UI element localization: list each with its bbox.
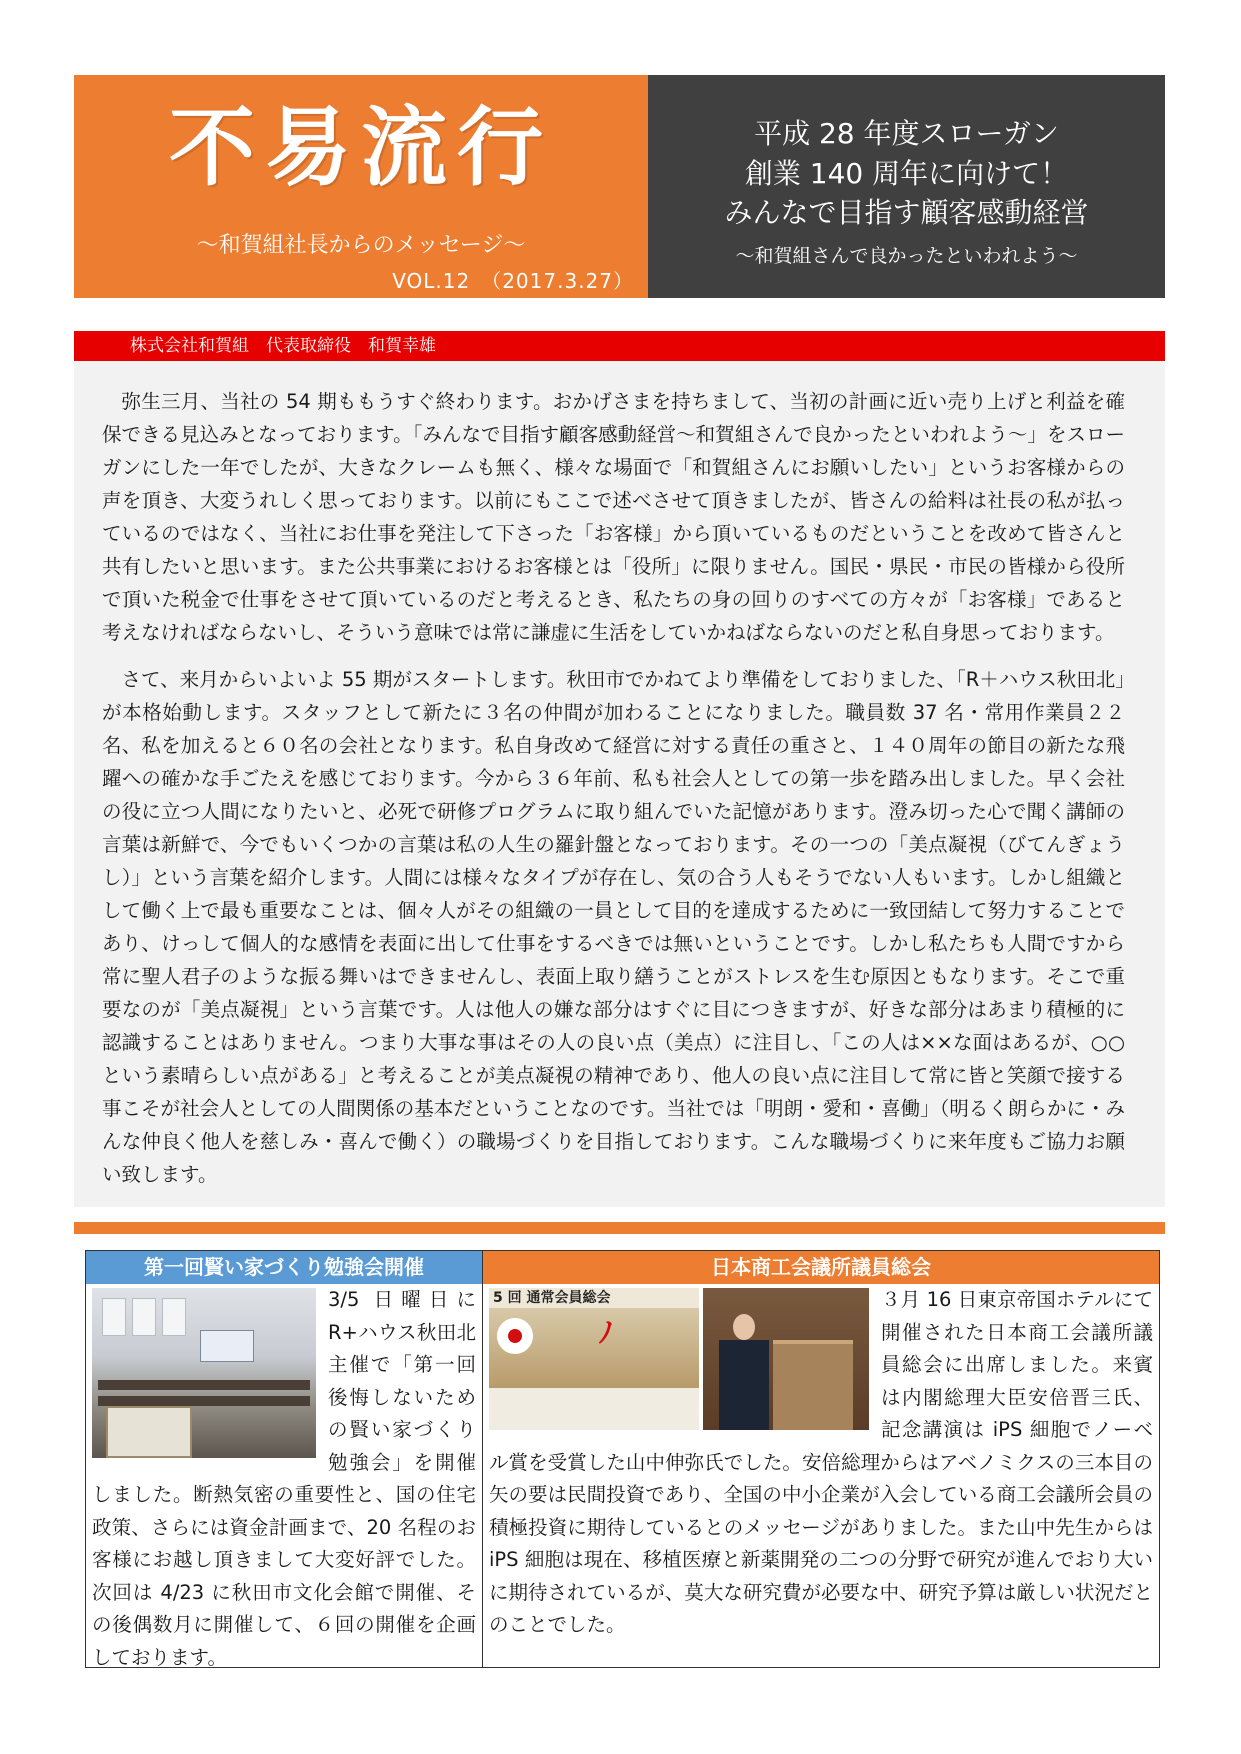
masthead <box>74 75 648 298</box>
seminar-text: 3/5 日曜日に R+ハウス秋田北主催で「第一回後悔しないための賢い家づくり勉強会」を開催しました。断熱気密の重要性と、国の住宅政策、さらには資金計画まで、20 名程のお客様にお越し頂きまして大変好評でした。次回は 4/23 に秋田市文化会館で開催、その後偶数月に開催して、６回の開催を企画しております。 <box>92 1288 476 1669</box>
issue-number: VOL.12 （2017.3.27） <box>392 269 634 293</box>
desk-row <box>98 1396 310 1406</box>
slogan-line-1: 平成 28 年度スローガン <box>754 117 1059 150</box>
speaker-photo <box>703 1288 869 1430</box>
news-section <box>85 1250 1160 1668</box>
newsletter-title: 不易流行 <box>169 97 553 198</box>
speaker-body <box>719 1340 769 1430</box>
japan-flag-icon <box>497 1318 533 1354</box>
slogan-line-3: みんなで目指す顧客感動経営 <box>724 196 1089 229</box>
newsletter-subtitle: ～和賀組社長からのメッセージ～ <box>196 233 526 258</box>
author-bar <box>74 331 1165 361</box>
projection-screen <box>200 1330 254 1362</box>
chamber-text: ３月 16 日東京帝国ホテルにて開催された日本商工会議所議員総会に出席しました。来賓は内閣総理大臣安倍晋三氏、記念講演は iPS 細胞でノーベル賞を受賞した山中伸弥氏でした。安倍総理からはアベノミクスの三本目の矢の要は民間投資であり、全国の中小企業が入会している商工会議所会員の積極投資に期待しているとのメッセージがありました。また山中先生からは iPS 細胞は現在、移植医療と新薬開発の二つの分野で研究が進んでおり大いに期待されているが、莫大な研究費が必要な中、研究予算は厳しい状況だとのことでした。 <box>489 1288 1153 1636</box>
author-name: 株式会社和賀組 代表取締役 和賀幸雄 <box>130 336 436 356</box>
message-paragraph-2: さて、来月からいよいよ 55 期がスタートします。秋田市でかねてより準備をしておりました、「R＋ハウス秋田北」が本格始動します。スタッフとして新たに３名の仲間が加わることになりました。職員数 37 名・常用作業員２２名、私を加えると６０名の会社となります。私自身改めて経営に対する責任の重さと、１４０周年の節目の新たな飛躍への確かな手ごたえを感じております。今から３６年前、私も社会人としての第一歩を踏み出しました。早く会社の役に立つ人間になりたいと、必死で研修プログラムに取り組んでいた記憶があります。澄み切った心で聞く講師の言葉は新鮮で、今でもいくつかの言葉は私の人生の羅針盤となっております。その一つの「美点凝視（びてんぎょうし）」という言葉を紹介します。人間には様々なタイプが存在し、気の合う人もそうでない人もいます。しかし組織として働く上で最も重要なことは、個々人がその組織の一員として目的を達成するために一致団結して努力することであり、けっして個人的な感情を表面に出して仕事をするべきでは無いということです。しかし私たちも人間ですから常に聖人君子のような振る舞いはできませんし、表面上取り繕うことがストレスを生む原因ともなります。そこで重要なのが「美点凝視」という言葉です。人は他人の嫌な部分はすぐに目につきますが、好きな部分はあまり積極的に認識することはありません。つまり大事な事はその人の良い点（美点）に注目し、「この人は××な面はあるが、○○という素晴らしい点がある」と考えることが美点凝視の精神であり、他人の良い点に注目して常に皆と笑顔で接する事こそが社会人としての人間関係の基本だということなのです。当社では「明朗・愛和・喜働」（明るく朗らかに・みんな仲良く他人を慈しみ・喜んで働く）の職場づくりを目指しております。こんな職場づくりに来年度もご協力お願い致します。 <box>102 668 1125 1186</box>
speaker-head <box>733 1314 755 1340</box>
news-column-seminar <box>86 1251 483 1667</box>
window-shape <box>102 1298 126 1336</box>
seminar-heading: 第一回賢い家づくり勉強会開催 <box>86 1251 482 1284</box>
table-shape <box>489 1388 699 1430</box>
desk-row <box>98 1380 310 1390</box>
chamber-body <box>483 1284 1159 1642</box>
slogan-panel <box>648 75 1165 298</box>
news-column-chamber <box>483 1251 1159 1667</box>
meeting-banner: 5 回 通常会員総会 <box>489 1288 699 1308</box>
chamber-photos <box>489 1288 871 1430</box>
window-shape <box>162 1298 186 1336</box>
president-message <box>74 361 1165 1207</box>
seminar-photo <box>92 1288 316 1458</box>
slogan-line-2: 創業 140 周年に向けて！ <box>744 157 1069 190</box>
message-paragraph-1: 弥生三月、当社の 54 期ももうすぐ終わります。おかげさまを持ちまして、当初の計画に近い売り上げと利益を確保できる見込みとなっております。「みんなで目指す顧客感動経営～和賀組さんで良かったといわれよう～」をスローガンにした一年でしたが、大きなクレームも無く、様々な場面で「和賀組さんにお願いしたい」というお客様からの声を頂き、大変うれしく思っております。以前にもここで述べさせて頂きましたが、皆さんの給料は社長の私が払っているのではなく、当社にお仕事を発注して下さった「お客様」から頂いているものだということを改めて皆さんと共有したいと思います。また公共事業におけるお客様とは「役所」に限りません。国民・県民・市民の皆様から役所で頂いた税金で仕事をさせて頂いているのだと考えるとき、私たちの身の回りのすべての方々が「お客様」であると考えなければならないし、そういう意味では常に謙虚に生活をしていかねばならないのだと私自身思っております。 <box>102 390 1125 644</box>
section-divider <box>74 1222 1165 1234</box>
chamber-heading: 日本商工会議所議員総会 <box>483 1251 1159 1284</box>
seminar-body <box>86 1284 482 1674</box>
slogan-subtitle: ～和賀組さんで良かったといわれよう～ <box>735 245 1078 267</box>
general-meeting-photo <box>489 1288 699 1430</box>
poster-board <box>106 1406 192 1458</box>
podium-shape <box>773 1340 853 1430</box>
window-shape <box>132 1298 156 1336</box>
chamber-logo-icon: ﾉ <box>599 1316 614 1349</box>
